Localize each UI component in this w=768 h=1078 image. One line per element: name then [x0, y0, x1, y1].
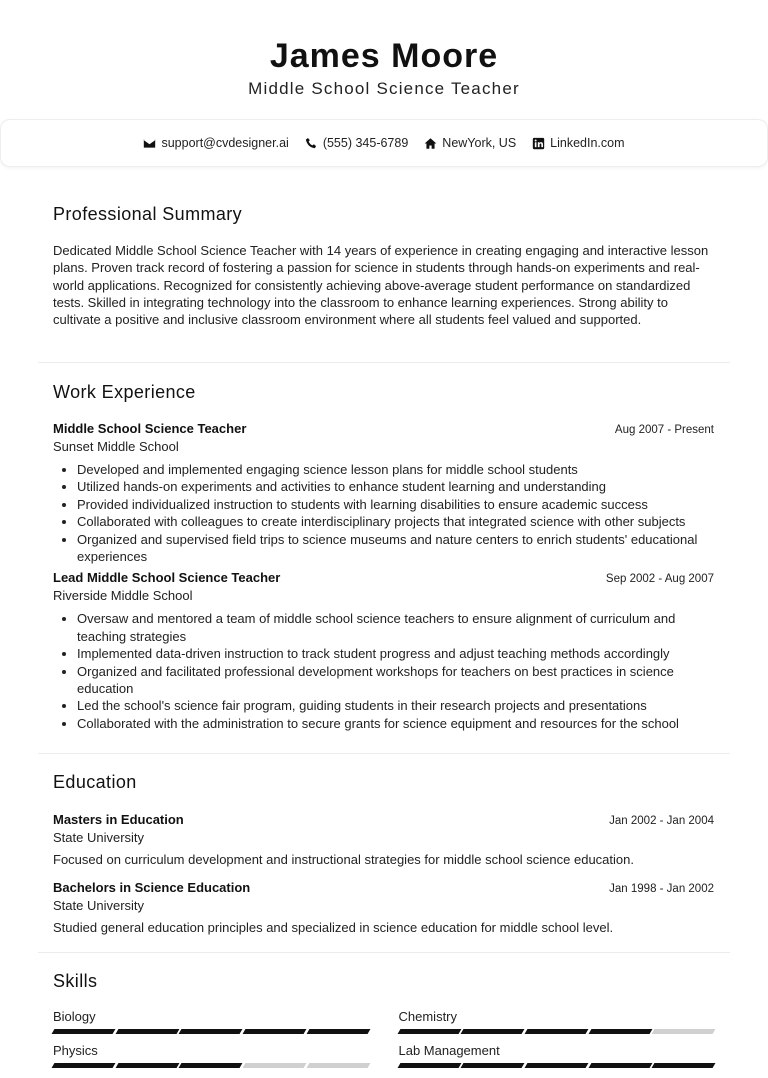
home-icon — [424, 137, 437, 150]
section-divider — [38, 753, 730, 754]
skill-name: Chemistry — [398, 1009, 458, 1024]
job-organization: Sunset Middle School — [53, 439, 179, 454]
skill-segment-filled — [524, 1063, 588, 1068]
resume-header — [0, 0, 768, 100]
skill-name: Lab Management — [398, 1043, 500, 1058]
bullet-item: • Oversaw and mentored a team of middle school science teachers to ensure alignment of curriculum and teaching strategies — [77, 610, 714, 645]
phone-text: (555) 345-6789 — [322, 136, 409, 150]
degree-title: Masters in Education — [53, 812, 184, 827]
skill-segment-filled — [243, 1029, 307, 1034]
job-dates: Aug 2007 - Present — [614, 424, 714, 436]
email-text: support@cvdesigner.ai — [161, 136, 289, 150]
bullet-item: • Provided individualized instruction to students with learning disabilities to ensure academic success — [77, 496, 714, 513]
linkedin-text: LinkedIn.com — [550, 136, 625, 150]
bullet-item: • Utilized hands-on experiments and activities to enhance student learning and understanding — [77, 478, 714, 495]
bullet-item: • Developed and implemented engaging science lesson plans for middle school students — [77, 461, 714, 478]
contact-location — [424, 136, 516, 150]
skill-segment-filled — [652, 1063, 716, 1068]
contact-linkedin[interactable] — [532, 136, 624, 150]
education-entry — [53, 879, 714, 936]
skill-segment-filled — [588, 1063, 652, 1068]
summary-section — [53, 202, 714, 328]
job-bullets — [53, 610, 714, 732]
skill-item — [399, 1008, 715, 1034]
bullet-item: • Led the school's science fair program, guiding students in their research projects and presentations — [77, 697, 714, 714]
education-entry — [53, 811, 714, 868]
education-description: Studied general education principles and specialized in science education for middle school level. — [53, 920, 614, 935]
skills-heading: Skills — [53, 971, 98, 991]
skill-segment-empty — [243, 1063, 307, 1068]
skill-segment-empty — [306, 1063, 370, 1068]
skill-segment-filled — [52, 1063, 116, 1068]
education-section — [53, 770, 714, 936]
section-divider — [38, 362, 730, 363]
skills-grid — [53, 1008, 714, 1068]
skill-segment-filled — [52, 1029, 116, 1034]
degree-title: Bachelors in Science Education — [53, 880, 251, 895]
skill-segment-filled — [179, 1063, 243, 1068]
skill-item — [53, 1008, 369, 1034]
envelope-icon — [143, 137, 156, 150]
education-heading: Education — [53, 772, 137, 792]
bullet-item: • Organized and facilitated professional development workshops for teachers on best practices in science education — [77, 663, 714, 698]
skill-level-bar — [399, 1063, 715, 1068]
job-bullets — [53, 461, 714, 565]
skill-segment-filled — [115, 1063, 179, 1068]
skill-item — [399, 1042, 715, 1068]
skill-level-bar — [399, 1029, 715, 1034]
bullet-item: • Collaborated with colleagues to create interdisciplinary projects that integrated science with other subjects — [77, 513, 714, 530]
skills-section — [53, 969, 714, 1068]
section-divider — [38, 952, 730, 953]
education-dates: Jan 1998 - Jan 2002 — [609, 883, 714, 895]
experience-heading: Work Experience — [53, 382, 196, 402]
skill-segment-filled — [524, 1029, 588, 1034]
skill-name: Physics — [53, 1043, 98, 1058]
job-title: Lead Middle School Science Teacher — [53, 570, 281, 586]
skill-segment-filled — [461, 1029, 525, 1034]
location-text: NewYork, US — [442, 136, 517, 150]
skill-level-bar — [53, 1029, 369, 1034]
skill-segment-filled — [115, 1029, 179, 1034]
summary-text: Dedicated Middle School Science Teacher with 14 years of experience in creating engaging and interactive lesson plans. Proven track record of fostering a passion for science in students through hands-on experiments and real-world applications. Recognized for consistently achieving above-average student performance on standardized tests. Skilled in integrating technology into the classroom to enhance learning experiences. Strong ability to cultivate a positive and inclusive classroom environment where all students feel valued and supported. — [53, 243, 709, 328]
skill-name: Biology — [53, 1009, 96, 1024]
skill-level-bar — [53, 1063, 369, 1068]
education-description: Focused on curriculum development and instructional strategies for middle school science education. — [53, 852, 634, 867]
skill-segment-filled — [397, 1029, 461, 1034]
school-name: State University — [53, 898, 145, 913]
skill-segment-empty — [652, 1029, 716, 1034]
summary-heading: Professional Summary — [53, 204, 243, 224]
skill-segment-filled — [588, 1029, 652, 1034]
candidate-title: Middle School Science Teacher — [248, 79, 520, 98]
bullet-item: • Organized and supervised field trips to science museums and nature centers to enrich students' educational experiences — [77, 531, 714, 566]
job-organization: Riverside Middle School — [53, 588, 193, 604]
bullet-item: • Implemented data-driven instruction to track student progress and adjust teaching methods accordingly — [77, 645, 714, 662]
phone-icon — [305, 137, 318, 150]
candidate-name: James Moore — [269, 37, 499, 75]
bullet-item: • Collaborated with the administration to secure grants for science equipment and resources for the school — [77, 715, 714, 732]
job-dates: Sep 2002 - Aug 2007 — [605, 573, 714, 586]
skill-segment-filled — [179, 1029, 243, 1034]
education-dates: Jan 2002 - Jan 2004 — [609, 815, 714, 827]
contact-bar — [0, 119, 768, 167]
skill-segment-filled — [461, 1063, 525, 1068]
job-entry — [53, 569, 714, 732]
skill-item — [53, 1042, 369, 1068]
job-title: Middle School Science Teacher — [53, 421, 247, 436]
linkedin-icon — [532, 137, 545, 150]
skill-segment-filled — [306, 1029, 370, 1034]
skill-segment-filled — [397, 1063, 461, 1068]
contact-email[interactable] — [143, 136, 288, 150]
job-entry — [53, 420, 714, 565]
experience-section — [53, 380, 714, 732]
contact-phone[interactable] — [305, 136, 408, 150]
school-name: State University — [53, 830, 145, 845]
